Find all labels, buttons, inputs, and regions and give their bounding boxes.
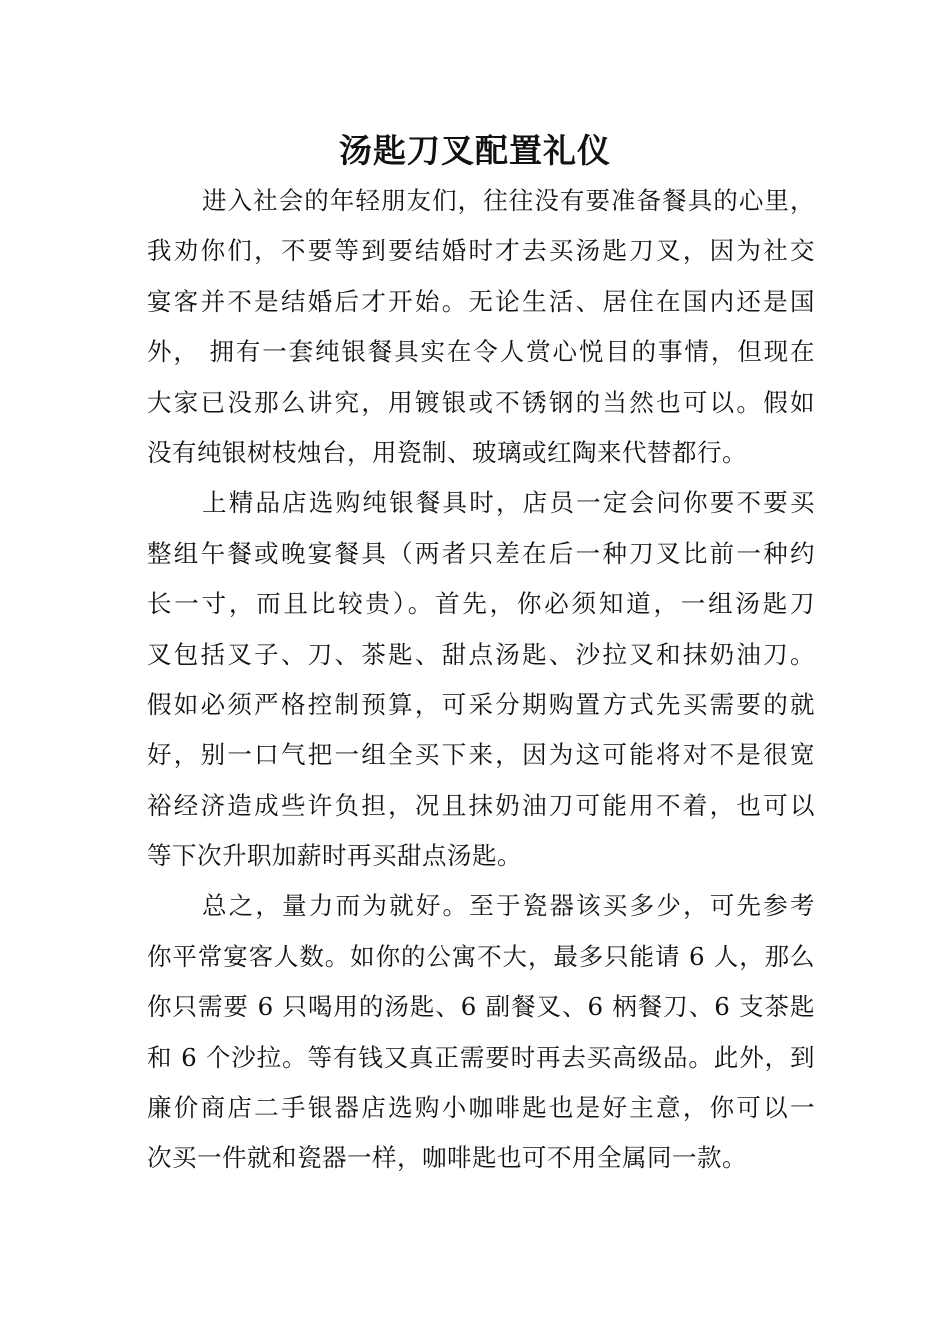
text-line: 你只需要 6 只喝用的汤匙、6 副餐叉、6 柄餐刀、6 支茶匙 (147, 992, 815, 1022)
document-title: 汤匙刀叉配置礼仪 (339, 131, 611, 170)
text-line: 我劝你们，不要等到要结婚时才去买汤匙刀叉，因为社交 (147, 236, 815, 266)
text-line: 叉包括叉子、刀、茶匙、甜点汤匙、沙拉叉和抹奶油刀。 (147, 639, 815, 669)
paragraph-2 (147, 478, 815, 881)
text-line: 长一寸，而且比较贵）。首先，你必须知道，一组汤匙刀 (147, 589, 815, 619)
text-line: 假如必须严格控制预算，可采分期购置方式先买需要的就 (147, 689, 815, 719)
text-line: 次买一件就和瓷器一样，咖啡匙也可不用全属同一款。 (147, 1143, 747, 1173)
text-line: 和 6 个沙拉。等有钱又真正需要时再去买高级品。此外，到 (147, 1042, 815, 1072)
text-line: 好，别一口气把一组全买下来，因为这可能将对不是很宽 (147, 740, 815, 770)
text-line: 裕经济造成些许负担，况且抹奶油刀可能用不着，也可以 (147, 790, 815, 820)
text-line: 你平常宴客人数。如你的公寓不大，最多只能请 6 人，那么 (147, 941, 815, 971)
document-body (147, 176, 815, 1184)
text-line: 整组午餐或晚宴餐具（两者只差在后一种刀叉比前一种约 (147, 538, 815, 568)
text-line: 外， 拥有一套纯银餐具实在令人赏心悦目的事情，但现在 (147, 337, 815, 367)
text-line: 总之，量力而为就好。至于瓷器该买多少，可先参考 (202, 891, 815, 921)
paragraph-1 (147, 176, 815, 478)
paragraph-3 (147, 881, 815, 1183)
text-line: 宴客并不是结婚后才开始。无论生活、居住在国内还是国 (147, 286, 815, 316)
text-line: 廉价商店二手银器店选购小咖啡匙也是好主意，你可以一 (147, 1093, 815, 1123)
text-line: 上精品店选购纯银餐具时，店员一定会问你要不要买 (202, 488, 815, 518)
text-line: 没有纯银树枝烛台，用瓷制、玻璃或红陶来代替都行。 (147, 437, 747, 467)
text-line: 进入社会的年轻朋友们，往往没有要准备餐具的心里， (202, 186, 815, 215)
text-line: 大家已没那么讲究，用镀银或不锈钢的当然也可以。假如 (147, 387, 815, 417)
text-line: 等下次升职加薪时再买甜点汤匙。 (147, 841, 522, 871)
